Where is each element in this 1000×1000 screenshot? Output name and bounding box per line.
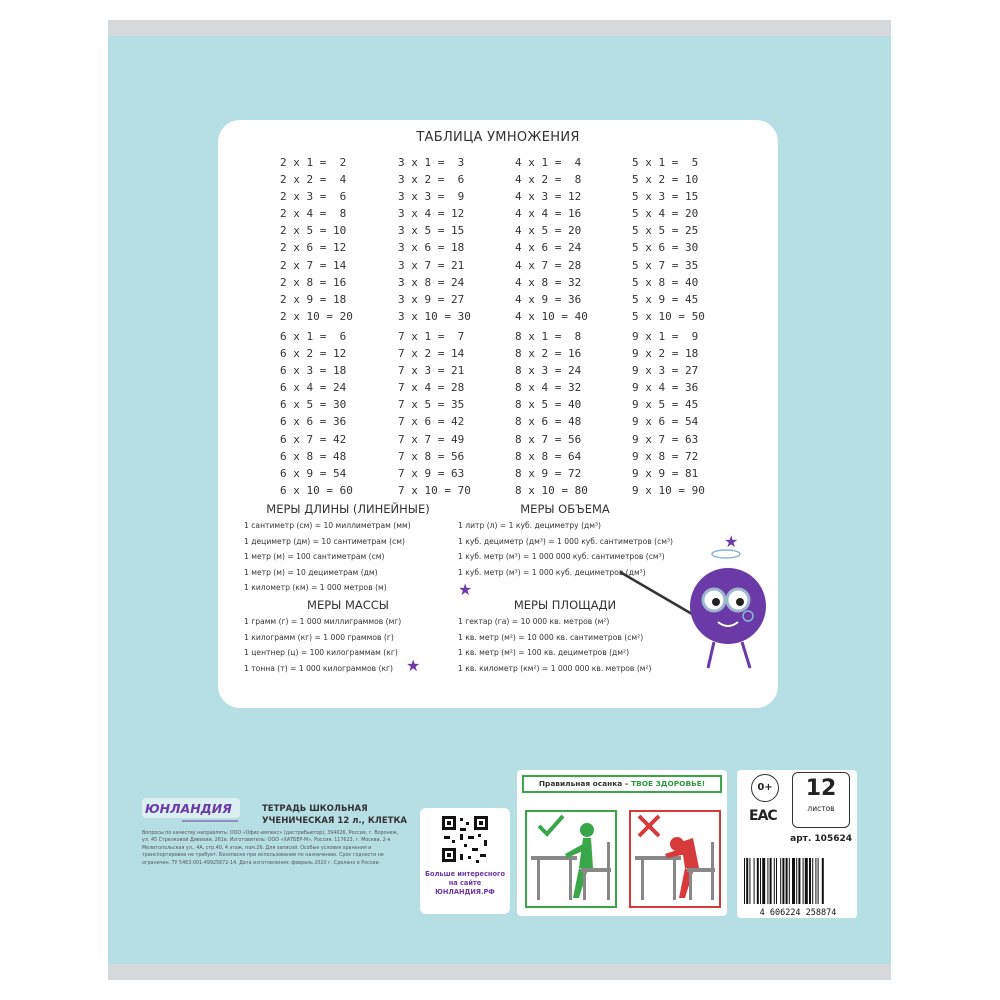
list-item: 1 кв. километр (км²) = 1 000 000 кв. метров (м²) — [458, 663, 652, 673]
manufacturer-info: Вопросы по качеству направлять: ООО «Офис-импекс» (дистрибьютор), 394026, Россия, г. Воронеж, ул. 45 Стрелковой Дивизии, 261в. Изготовитель: ООО «ХАТБЕР-М», Россия, 117623, г. Москва, 2-я Мелитопольская ул., 4А, стр.40, 4 этаж, пом.26. Для записей. Особые условия хранения и транспортировки не требует. Безопасно при использовании по назначению. Срок годности не ограничен. ТУ 5463-001-49925672-14. Дата изготовления: февраль 2020 г. Сделано в России. — [142, 831, 399, 866]
barcode-bar — [789, 858, 790, 904]
table-row: 7 x 8 = 56 — [398, 449, 465, 463]
star-icon: ★ — [458, 580, 473, 599]
table-row: 5 x 5 = 25 — [632, 224, 699, 238]
table-row: 5 x 2 = 10 — [632, 173, 699, 187]
mascot-illustration — [618, 544, 768, 694]
qr-caption-line: ЮНЛАНДИЯ.РФ — [435, 888, 495, 896]
barcode-bar — [744, 858, 745, 904]
posture-card — [517, 770, 727, 916]
table-row: 5 x 4 = 20 — [632, 207, 699, 221]
reference-panel — [218, 120, 778, 708]
table-row: 7 x 10 = 70 — [398, 483, 471, 497]
mass-measures-title: МЕРЫ МАССЫ — [307, 598, 389, 612]
table-row: 7 x 3 = 21 — [398, 364, 465, 378]
table-row: 7 x 4 = 28 — [398, 381, 465, 395]
table-row: 3 x 10 = 30 — [398, 309, 471, 323]
volume-measures-title: МЕРЫ ОБЪЕМА — [520, 502, 610, 516]
table-row: 5 x 6 = 30 — [632, 241, 699, 255]
barcode-bar — [754, 858, 755, 904]
list-item: 1 тонна (т) = 1 000 килограммов (кг) — [244, 663, 393, 673]
barcode-bar — [822, 858, 824, 904]
barcode-bar — [805, 858, 808, 904]
sheet-count-box — [792, 772, 850, 828]
table-row: 9 x 1 = 9 — [632, 330, 699, 343]
list-item: 1 грамм (г) = 1 000 миллиграммов (мг) — [244, 617, 402, 626]
barcode-bar — [812, 858, 813, 904]
table-row: 7 x 2 = 14 — [398, 347, 465, 361]
brand-logo — [142, 798, 240, 826]
table-row: 3 x 7 = 21 — [398, 258, 465, 272]
table-row: 7 x 1 = 7 — [398, 330, 465, 343]
table-row: 7 x 5 = 35 — [398, 398, 465, 412]
barcode-bar — [774, 858, 775, 904]
posture-text: Правильная осанка – — [538, 779, 629, 788]
table-column-9 — [632, 328, 742, 499]
table-row: 8 x 5 = 40 — [515, 398, 582, 412]
table-row: 6 x 4 = 24 — [280, 381, 347, 395]
barcode-bar — [762, 858, 765, 904]
table-row: 5 x 1 = 5 — [632, 156, 699, 169]
table-row: 3 x 6 = 18 — [398, 241, 465, 255]
table-row: 3 x 5 = 15 — [398, 224, 465, 238]
table-row: 2 x 3 = 6 — [280, 190, 347, 204]
table-row: 4 x 10 = 40 — [515, 309, 588, 323]
barcode-bar — [767, 858, 768, 904]
table-row: 9 x 3 = 27 — [632, 364, 699, 378]
barcode-bar — [760, 858, 761, 904]
top-border-strip — [108, 20, 891, 36]
table-row: 2 x 9 = 18 — [280, 292, 347, 306]
article-number: арт. 105624 — [790, 834, 852, 844]
list-item: 1 дециметр (дм) = 10 сантиметрам (см) — [244, 536, 405, 546]
table-row: 3 x 2 = 6 — [398, 173, 465, 187]
qr-caption-line: Больше интересного — [425, 870, 505, 878]
table-row: 4 x 3 = 12 — [515, 190, 582, 204]
table-row: 2 x 6 = 12 — [280, 241, 347, 255]
table-row: 8 x 7 = 56 — [515, 432, 582, 446]
correct-posture-picture — [525, 810, 617, 908]
age-rating-badge: 0+ — [751, 774, 779, 802]
table-row: 8 x 3 = 24 — [515, 364, 582, 378]
product-title-line: ТЕТРАДЬ ШКОЛЬНАЯ — [262, 804, 368, 814]
table-column-2 — [280, 154, 390, 325]
svg-text:ЮНЛАНДИЯ: ЮНЛАНДИЯ — [145, 801, 232, 816]
table-column-7 — [398, 328, 508, 499]
table-row: 8 x 9 = 72 — [515, 466, 582, 480]
length-measures-title: МЕРЫ ДЛИНЫ (ЛИНЕЙНЫЕ) — [266, 502, 430, 516]
star-icon: ★ — [724, 532, 739, 551]
table-row: 7 x 7 = 49 — [398, 432, 465, 446]
table-row: 5 x 7 = 35 — [632, 258, 699, 272]
product-title-line: УЧЕНИЧЕСКАЯ 12 л., КЛЕТКА — [262, 816, 407, 826]
barcode-bar — [815, 858, 816, 904]
table-column-6 — [280, 328, 390, 499]
table-row: 2 x 8 = 16 — [280, 275, 347, 289]
table-row: 4 x 9 = 36 — [515, 292, 582, 306]
table-row: 6 x 3 = 18 — [280, 364, 347, 378]
table-row: 9 x 2 = 18 — [632, 347, 699, 361]
qr-card[interactable] — [420, 808, 510, 914]
table-column-5 — [632, 154, 742, 325]
sheet-count: 12 — [805, 776, 837, 801]
incorrect-posture-icon — [631, 812, 719, 906]
list-item: 1 килограмм (кг) = 1 000 граммов (г) — [244, 632, 394, 642]
incorrect-posture-picture — [629, 810, 721, 908]
table-row: 2 x 10 = 20 — [280, 309, 353, 323]
list-item: 1 метр (м) = 10 дециметрам (дм) — [244, 567, 378, 577]
table-row: 2 x 4 = 8 — [280, 207, 347, 221]
table-row: 8 x 8 = 64 — [515, 449, 582, 463]
table-row: 2 x 1 = 2 — [280, 156, 347, 169]
table-row: 3 x 4 = 12 — [398, 207, 465, 221]
barcode-bar — [776, 858, 777, 904]
table-row: 4 x 4 = 16 — [515, 207, 582, 221]
table-row: 6 x 1 = 6 — [280, 330, 347, 343]
qr-caption-line: на сайте — [448, 879, 482, 887]
table-row: 4 x 1 = 4 — [515, 156, 582, 169]
product-title — [262, 803, 407, 827]
table-row: 8 x 1 = 8 — [515, 330, 582, 343]
table-row: 4 x 5 = 20 — [515, 224, 582, 238]
table-row: 5 x 3 = 15 — [632, 190, 699, 204]
barcode-lines — [740, 856, 856, 918]
barcode-bar — [792, 858, 795, 904]
table-row: 9 x 4 = 36 — [632, 381, 699, 395]
table-row: 6 x 8 = 48 — [280, 449, 347, 463]
table-column-3 — [398, 154, 508, 325]
table-row: 6 x 7 = 42 — [280, 432, 347, 446]
table-row: 2 x 5 = 10 — [280, 224, 347, 238]
posture-banner — [522, 775, 722, 793]
table-row: 4 x 7 = 28 — [515, 258, 582, 272]
table-row: 2 x 7 = 14 — [280, 258, 347, 272]
table-row: 9 x 5 = 45 — [632, 398, 699, 412]
barcode-bar — [746, 858, 748, 904]
length-measures-list — [244, 518, 411, 596]
table-column-8 — [515, 328, 625, 499]
table-row: 4 x 6 = 24 — [515, 241, 582, 255]
table-row: 9 x 8 = 72 — [632, 449, 699, 463]
eac-certification-mark: EAC — [749, 808, 777, 824]
sheet-count-label: листов — [807, 804, 835, 813]
mass-measures-list — [244, 614, 401, 676]
table-row: 8 x 10 = 80 — [515, 483, 588, 497]
barcode-bar — [803, 858, 804, 904]
table-row: 6 x 6 = 36 — [280, 415, 347, 429]
table-row: 3 x 8 = 24 — [398, 275, 465, 289]
table-row: 6 x 10 = 60 — [280, 483, 353, 497]
table-row: 9 x 6 = 54 — [632, 415, 699, 429]
list-item: 1 литр (л) = 1 куб. дециметру (дм³) — [458, 521, 602, 530]
list-item: 1 километр (км) = 1 000 метров (м) — [244, 583, 387, 592]
table-column-4 — [515, 154, 625, 325]
list-item: 1 куб. метр (м³) = 1 000 куб. дециметров (дм³) — [458, 567, 646, 577]
barcode-bar — [780, 858, 781, 904]
barcode-bar — [770, 858, 772, 904]
barcode — [740, 856, 856, 918]
table-row: 8 x 6 = 48 — [515, 415, 582, 429]
list-item: 1 центнер (ц) = 100 килограммам (кг) — [244, 648, 398, 657]
list-item: 1 гектар (га) = 10 000 кв. метров (м²) — [458, 617, 610, 626]
bottom-border-strip — [108, 964, 891, 980]
table-row: 3 x 3 = 9 — [398, 190, 465, 204]
barcode-number: 4 606224 258874 — [759, 908, 837, 918]
table-row: 9 x 7 = 63 — [632, 432, 699, 446]
barcode-bar — [818, 858, 819, 904]
star-icon: ★ — [406, 656, 421, 675]
table-row: 8 x 4 = 32 — [515, 381, 582, 395]
table-row: 3 x 1 = 3 — [398, 156, 465, 169]
barcode-bar — [798, 858, 800, 904]
barcode-bar — [782, 858, 784, 904]
table-row: 4 x 2 = 8 — [515, 173, 582, 187]
posture-highlight: ТВОЕ ЗДОРОВЬЕ! — [631, 779, 706, 788]
barcode-bar — [809, 858, 811, 904]
list-item: 1 кв. метр (м²) = 10 000 кв. сантиметров (см²) — [458, 632, 644, 642]
list-item: 1 куб. дециметр (дм³) = 1 000 куб. сантиметров (см³) — [458, 536, 674, 546]
barcode-bar — [796, 858, 797, 904]
table-row: 5 x 9 = 45 — [632, 292, 699, 306]
table-row: 6 x 5 = 30 — [280, 398, 347, 412]
table-row: 7 x 6 = 42 — [398, 415, 465, 429]
list-item: 1 сантиметр (см) = 10 миллиметрам (мм) — [244, 521, 411, 530]
qr-code-icon — [440, 814, 490, 864]
table-title: ТАБЛИЦА УМНОЖЕНИЯ — [416, 130, 580, 145]
barcode-bar — [786, 858, 788, 904]
qr-caption — [422, 870, 508, 897]
table-row: 2 x 2 = 4 — [280, 173, 347, 187]
table-row: 6 x 2 = 12 — [280, 347, 347, 361]
table-row: 9 x 10 = 90 — [632, 483, 705, 497]
table-row: 5 x 8 = 40 — [632, 275, 699, 289]
table-row: 3 x 9 = 27 — [398, 292, 465, 306]
correct-posture-icon — [527, 812, 615, 906]
list-item: 1 куб. метр (м³) = 1 000 000 куб. сантиметров (см³) — [458, 552, 665, 561]
table-row: 5 x 10 = 50 — [632, 309, 705, 323]
area-measures-title: МЕРЫ ПЛОЩАДИ — [513, 598, 617, 612]
list-item: 1 кв. метр (м²) = 100 кв. дециметров (дм²) — [458, 648, 630, 657]
table-row: 9 x 9 = 81 — [632, 466, 699, 480]
table-row: 6 x 9 = 54 — [280, 466, 347, 480]
table-row: 4 x 8 = 32 — [515, 275, 582, 289]
barcode-bar — [757, 858, 759, 904]
list-item: 1 метр (м) = 100 сантиметрам (см) — [244, 552, 385, 561]
barcode-bar — [749, 858, 750, 904]
table-row: 7 x 9 = 63 — [398, 466, 465, 480]
table-row: 8 x 2 = 16 — [515, 347, 582, 361]
